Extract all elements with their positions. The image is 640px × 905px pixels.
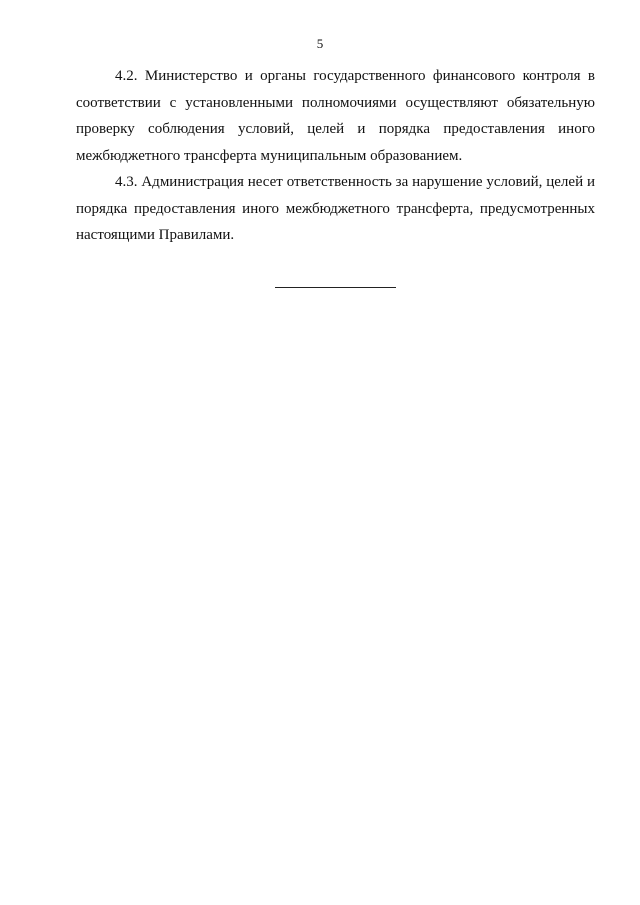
- paragraph-4-3: 4.3. Администрация несет ответственность за нарушение условий, целей и порядка предоставления иного межбюджетного трансферта, предусмотренных настоящими Правилами.: [76, 174, 595, 243]
- end-separator-line: [275, 287, 396, 288]
- document-body: [76, 63, 595, 249]
- paragraph-4-2: 4.2. Министерство и органы государственного финансового контроля в соответствии с установленными полномочиями осуществляют обязательную проверку соблюдения условий, целей и порядка предоставления иного межбюджетного трансферта муниципальным образованием.: [76, 68, 595, 164]
- page-number: 5: [316, 36, 324, 51]
